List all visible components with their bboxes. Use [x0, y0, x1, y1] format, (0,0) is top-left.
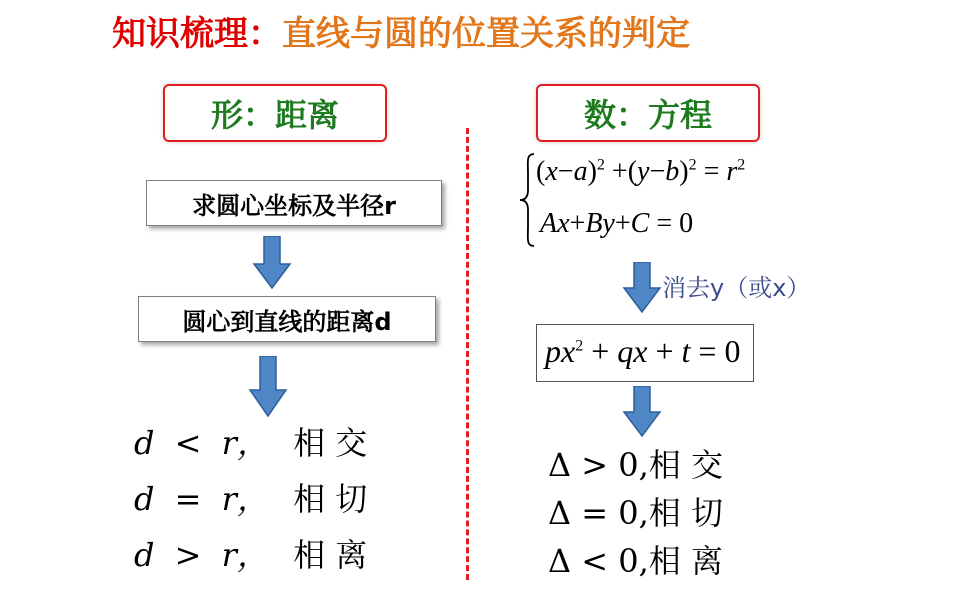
- title-prefix: 知识梳理：: [112, 14, 282, 54]
- eliminate-variable-label: 消去y（或x）: [662, 274, 811, 302]
- condition-tangent: d = r， 相 切: [134, 480, 368, 518]
- down-arrow-icon: [248, 356, 288, 418]
- right-header-number-equation: 数：方程: [536, 84, 760, 142]
- delta-tangent: Δ = 0,相 切: [548, 494, 723, 532]
- line-equation: Ax+By+C = 0: [540, 208, 694, 239]
- condition-intersect: d < r， 相 交: [134, 424, 368, 462]
- quadratic-equation: $px^2$ + qx + t = 0: [545, 333, 741, 369]
- down-arrow-icon: [622, 386, 662, 438]
- left-header-shape-distance: 形：距离: [163, 84, 387, 142]
- step-center-line-distance: 圆心到直线的距离d: [138, 296, 436, 342]
- quadratic-equation-box: [536, 324, 754, 382]
- down-arrow-icon: [622, 262, 662, 314]
- condition-separate: d > r， 相 离: [134, 536, 368, 574]
- delta-separate: Δ < 0,相 离: [548, 542, 723, 580]
- step-center-radius: 求圆心坐标及半径r: [146, 180, 442, 226]
- equation-system: [518, 150, 838, 250]
- down-arrow-icon: [252, 236, 292, 290]
- circle-equation: $(x-a)^2 +(y-b)^2 = r^2$: [536, 156, 746, 187]
- delta-intersect: Δ > 0,相 交: [548, 446, 723, 484]
- left-brace-icon: [518, 152, 538, 248]
- column-divider: [466, 128, 469, 580]
- title-main: 直线与圆的位置关系的判定: [282, 14, 690, 54]
- page-title: [112, 6, 690, 55]
